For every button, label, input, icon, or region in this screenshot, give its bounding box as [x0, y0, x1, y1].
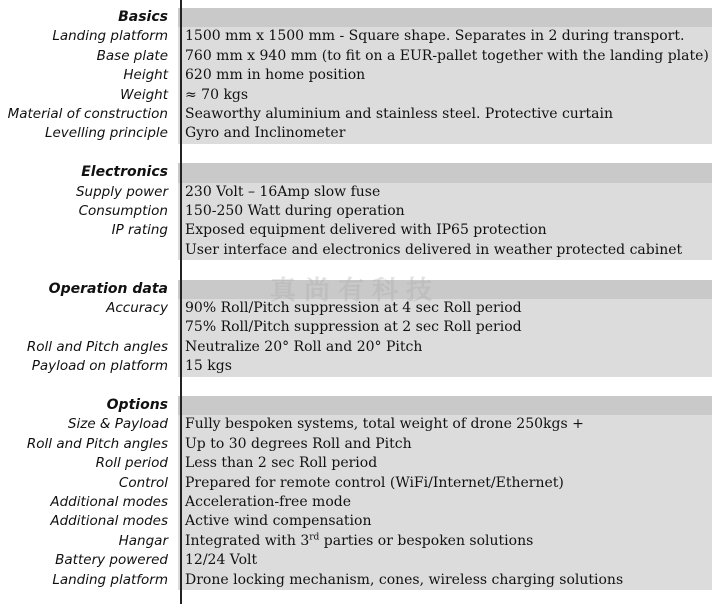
spec-value — [178, 396, 712, 415]
spec-value: Neutralize 20° Roll and 20° Pitch — [178, 338, 712, 357]
spec-value-superscript: rd — [309, 532, 320, 543]
spec-value: Prepared for remote control (WiFi/Internet/Ethernet) — [178, 474, 712, 493]
column-divider — [180, 0, 182, 604]
spec-label: Weight — [120, 86, 168, 103]
spec-label: Control — [118, 474, 168, 491]
spec-label: Hangar — [118, 532, 168, 549]
spec-row — [0, 357, 722, 376]
spec-value — [178, 163, 712, 182]
spec-value: Drone locking mechanism, cones, wireless charging solutions — [178, 571, 712, 590]
spec-row — [0, 144, 722, 163]
spec-value — [178, 144, 712, 163]
watermark: 真尚有科技 — [270, 276, 441, 306]
spec-value: ≈ 70 kgs — [178, 86, 712, 105]
spec-label: Size & Payload — [67, 416, 168, 433]
spec-row — [0, 415, 722, 434]
spec-value — [178, 260, 712, 279]
spec-value: 760 mm x 940 mm (to fit on a EUR-pallet together with the landing plate) — [178, 47, 712, 66]
spec-label: Material of construction — [7, 106, 168, 122]
spec-label: Supply power — [75, 183, 168, 200]
spec-row — [0, 260, 722, 279]
spec-label — [0, 144, 174, 163]
spec-row — [0, 493, 722, 512]
spec-value: Seaworthy aluminium and stainless steel. Protective curtain — [178, 105, 712, 124]
spec-label — [0, 318, 174, 337]
section-title: Basics — [118, 9, 168, 25]
spec-label: Landing platform — [52, 28, 168, 45]
spec-label: Accuracy — [106, 300, 168, 316]
spec-row — [0, 86, 722, 105]
spec-value: User interface and electronics delivered in weather protected cabinet — [178, 241, 712, 260]
spec-row — [0, 105, 722, 124]
spec-row — [0, 338, 722, 357]
spec-row — [0, 318, 722, 337]
spec-label: Base plate — [96, 47, 168, 64]
spec-label — [0, 377, 174, 396]
section-row — [0, 396, 722, 415]
spec-value: 230 Volt – 16Amp slow fuse — [178, 183, 712, 202]
spec-label: Roll and Pitch angles — [26, 435, 168, 452]
spec-value: 150-250 Watt during operation — [178, 202, 712, 221]
spec-label: Roll period — [95, 455, 168, 472]
spec-value: 1500 mm x 1500 mm - Square shape. Separates in 2 during transport. — [178, 27, 712, 46]
spec-value: Exposed equipment delivered with IP65 protection — [178, 221, 712, 240]
section-row — [0, 8, 722, 27]
spec-row — [0, 474, 722, 493]
spec-value: Gyro and Inclinometer — [178, 124, 712, 143]
section-title: Operation data — [48, 280, 168, 297]
spec-row — [0, 241, 722, 260]
spec-label: Roll and Pitch angles — [26, 338, 168, 355]
spec-row — [0, 47, 722, 66]
spec-label: Additional modes — [50, 513, 168, 530]
spec-value: 75% Roll/Pitch suppression at 2 sec Roll period — [178, 318, 712, 337]
spec-row — [0, 299, 722, 318]
spec-value: Less than 2 sec Roll period — [178, 454, 712, 473]
spec-value-part: parties or bespoken solutions — [319, 532, 534, 549]
spec-row — [0, 66, 722, 85]
spec-value — [178, 280, 712, 299]
spec-label: Landing platform — [52, 571, 168, 588]
spec-label — [0, 260, 174, 279]
spec-label: Consumption — [78, 203, 168, 219]
spec-label: Height — [123, 67, 168, 84]
spec-value: 15 kgs — [178, 357, 712, 376]
spec-value — [178, 532, 712, 551]
spec-value — [178, 377, 712, 396]
spec-label: Levelling principle — [44, 125, 168, 142]
spec-value: 620 mm in home position — [178, 66, 712, 85]
spec-label: Additional modes — [50, 494, 168, 510]
spec-row — [0, 551, 722, 570]
spec-row — [0, 202, 722, 221]
section-title: Options — [106, 397, 168, 413]
spec-value: Fully bespoken systems, total weight of drone 250kgs + — [178, 415, 712, 434]
spec-row — [0, 532, 722, 551]
spec-label — [0, 241, 174, 260]
spec-row — [0, 454, 722, 473]
spec-value: 12/24 Volt — [178, 551, 712, 570]
spec-row — [0, 221, 722, 240]
section-row — [0, 163, 722, 182]
spec-value — [178, 8, 712, 27]
spec-value: 90% Roll/Pitch suppression at 4 sec Roll period — [178, 299, 712, 318]
spec-row — [0, 124, 722, 143]
spec-label: Battery powered — [55, 552, 168, 569]
spec-label: Payload on platform — [31, 358, 168, 375]
section-title: Electronics — [81, 164, 168, 181]
spec-row — [0, 27, 722, 46]
spec-row — [0, 571, 722, 590]
spec-value: Acceleration-free mode — [178, 493, 712, 512]
spec-row — [0, 435, 722, 454]
spec-value: Up to 30 degrees Roll and Pitch — [178, 435, 712, 454]
spec-value-part: Integrated with 3 — [185, 532, 310, 549]
section-row — [0, 280, 722, 299]
spec-row — [0, 183, 722, 202]
spec-value: Active wind compensation — [178, 512, 712, 531]
spec-row — [0, 512, 722, 531]
spec-row — [0, 377, 722, 396]
spec-label: IP rating — [111, 222, 168, 239]
